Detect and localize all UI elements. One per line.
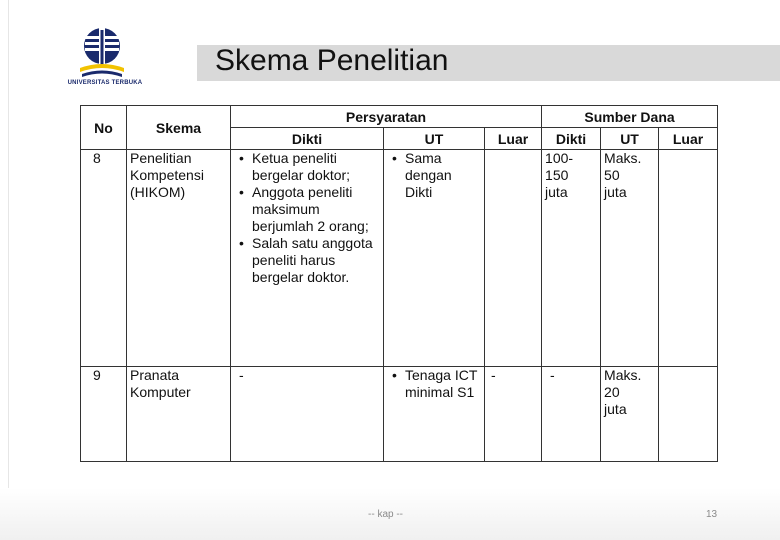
- dana-line: 50: [604, 167, 620, 183]
- logo-caption: UNIVERSITAS TERBUKA: [67, 80, 143, 86]
- row-dana-luar: [659, 150, 718, 367]
- header-persyaratan: Persyaratan: [231, 106, 542, 128]
- skema-line: (HIKOM): [130, 184, 186, 200]
- dana-line: 100-: [545, 150, 574, 166]
- row-dana-ut: [601, 367, 659, 462]
- header-dana-ut: UT: [601, 128, 659, 150]
- header-dana-luar: Luar: [659, 128, 718, 150]
- row-no: 9: [81, 367, 127, 462]
- header-ut: UT: [384, 128, 485, 150]
- left-border-line: [8, 0, 9, 540]
- dana-line: -: [550, 367, 555, 383]
- row-dana-luar: [659, 367, 718, 462]
- row-luar: -: [485, 367, 542, 462]
- dana-line: Maks.: [604, 367, 642, 383]
- header-sumber-dana: Sumber Dana: [542, 106, 718, 128]
- table-row: [81, 150, 718, 367]
- page-number: 13: [706, 509, 718, 520]
- header-no: No: [81, 106, 127, 150]
- dana-line: 150: [545, 167, 569, 183]
- dana-line: juta: [545, 184, 568, 200]
- dikti-requirement: • Ketua peneliti bergelar doktor;: [234, 150, 380, 184]
- header-row-1: [81, 106, 718, 128]
- skema-line: Pranata: [130, 367, 180, 383]
- ut-requirement: • Sama dengan Dikti: [387, 150, 465, 201]
- row-dana-dikti: [542, 367, 601, 462]
- dikti-requirement: • Salah satu anggota peneliti harus bergelar doktor.: [234, 235, 380, 286]
- row-ut: [384, 150, 485, 367]
- skema-line: Penelitian: [130, 150, 192, 166]
- row-luar: [485, 150, 542, 367]
- skema-line: Kompetensi: [130, 167, 204, 183]
- row-dikti: [231, 150, 384, 367]
- research-scheme-table: [80, 105, 718, 462]
- row-skema: [127, 150, 231, 367]
- header-dana-dikti: Dikti: [542, 128, 601, 150]
- skema-line: Komputer: [130, 384, 191, 400]
- ut-requirement: • Tenaga ICT minimal S1: [387, 367, 481, 401]
- header-dikti: Dikti: [231, 128, 384, 150]
- dana-line: 20: [604, 384, 620, 400]
- header-luar: Luar: [485, 128, 542, 150]
- footer-label: -- kap --: [368, 509, 403, 520]
- row-ut: [384, 367, 485, 462]
- page-title: Skema Penelitian: [215, 44, 449, 77]
- row-dana-ut: [601, 150, 659, 367]
- row-skema: [127, 367, 231, 462]
- dana-line: juta: [604, 401, 627, 417]
- row-dana-dikti: [542, 150, 601, 367]
- row-dikti: -: [231, 367, 384, 462]
- header-skema: Skema: [127, 106, 231, 150]
- table-row: [81, 367, 718, 462]
- dana-line: juta: [604, 184, 627, 200]
- dikti-requirement: • Anggota peneliti maksimum berjumlah 2 orang;: [234, 184, 380, 235]
- dana-line: Maks.: [604, 150, 642, 166]
- row-no: 8: [81, 150, 127, 367]
